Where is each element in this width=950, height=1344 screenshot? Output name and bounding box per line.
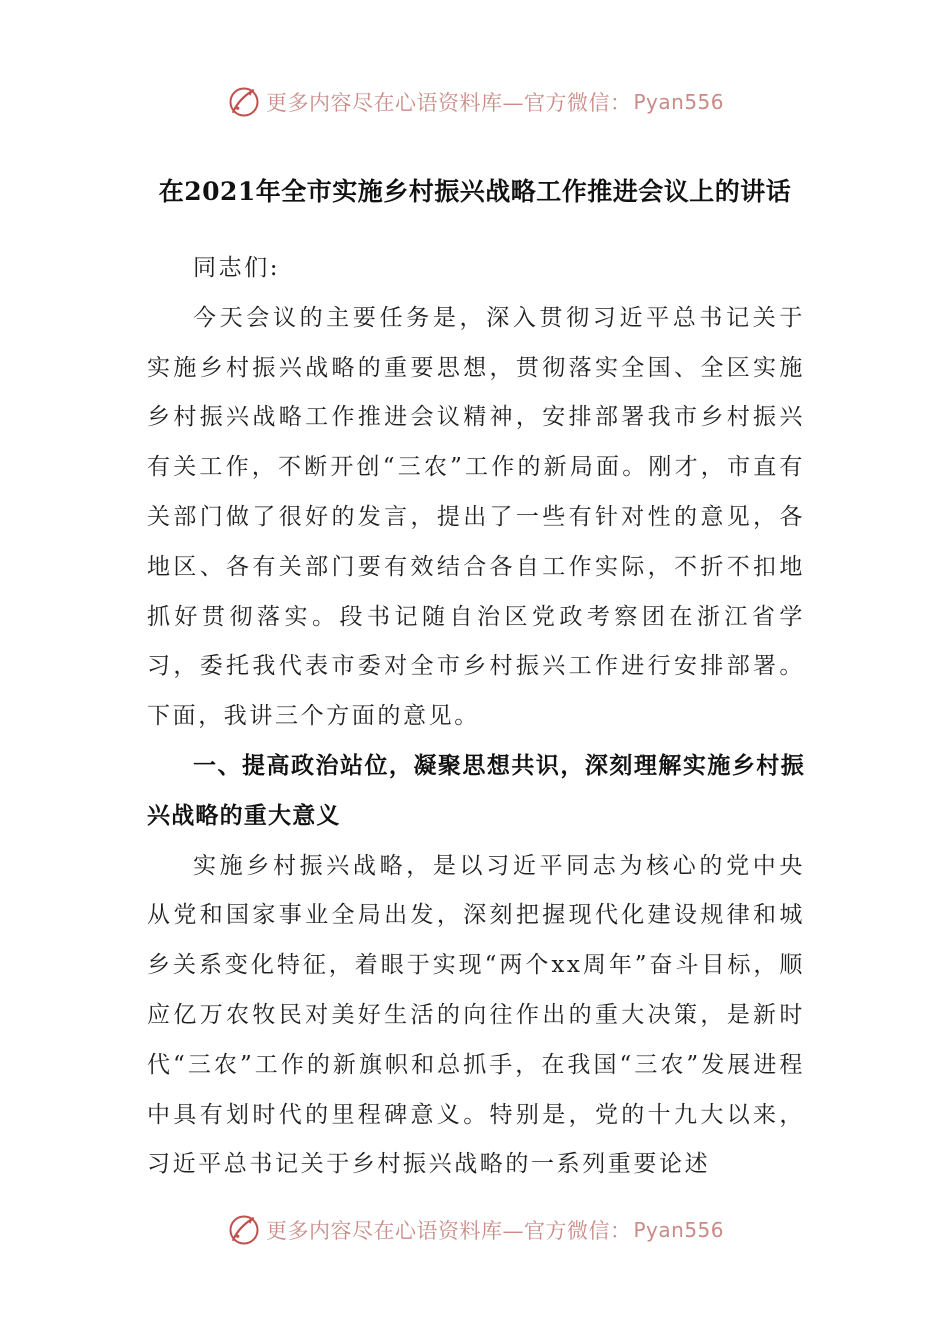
watermark-text: 更多内容尽在心语资料库—官方微信：	[265, 91, 632, 115]
watermark-code: Pyan556	[633, 90, 724, 114]
document-title: 在2021年全市实施乡村振兴战略工作推进会议上的讲话	[158, 177, 792, 206]
pen-logo-icon	[226, 84, 262, 120]
watermark-footer	[0, 1208, 950, 1252]
watermark-code: Pyan556	[633, 1218, 724, 1242]
pen-logo-icon	[226, 1212, 262, 1248]
section-1-paragraph: 实施乡村振兴战略，是以习近平同志为核心的党中央从党和国家事业全局出发，深刻把握现代化建设规律和城乡关系变化特征，着眼于实现“两个xx周年”奋斗目标，顺应亿万农牧民对美好生活的向往作出的重大决策，是新时代“三农”工作的新旗帜和总抓手，在我国“三农”发展进程中具有划时代的里程碑意义。特别是，党的十九大以来，习近平总书记关于乡村振兴战略的一系列重要论述	[147, 852, 805, 1178]
salutation: 同志们:	[193, 255, 281, 281]
watermark-text: 更多内容尽在心语资料库—官方微信：	[265, 1219, 632, 1243]
section-heading-1: 一、提高政治站位，凝聚思想共识，深刻理解实施乡村振兴战略的重大意义	[147, 752, 805, 829]
watermark-header	[0, 80, 950, 124]
intro-paragraph: 今天会议的主要任务是，深入贯彻习近平总书记关于实施乡村振兴战略的重要思想，贯彻落实全国、全区实施乡村振兴战略工作推进会议精神，安排部署我市乡村振兴有关工作，不断开创“三农”工作的新局面。刚才，市直有关部门做了很好的发言，提出了一些有针对性的意见，各地区、各有关部门要有效结合各自工作实际，不折不扣地抓好贯彻落实。段书记随自治区党政考察团在浙江省学习，委托我代表市委对全市乡村振兴工作进行安排部署。下面，我讲三个方面的意见。	[147, 304, 805, 730]
document-body	[147, 244, 805, 1190]
